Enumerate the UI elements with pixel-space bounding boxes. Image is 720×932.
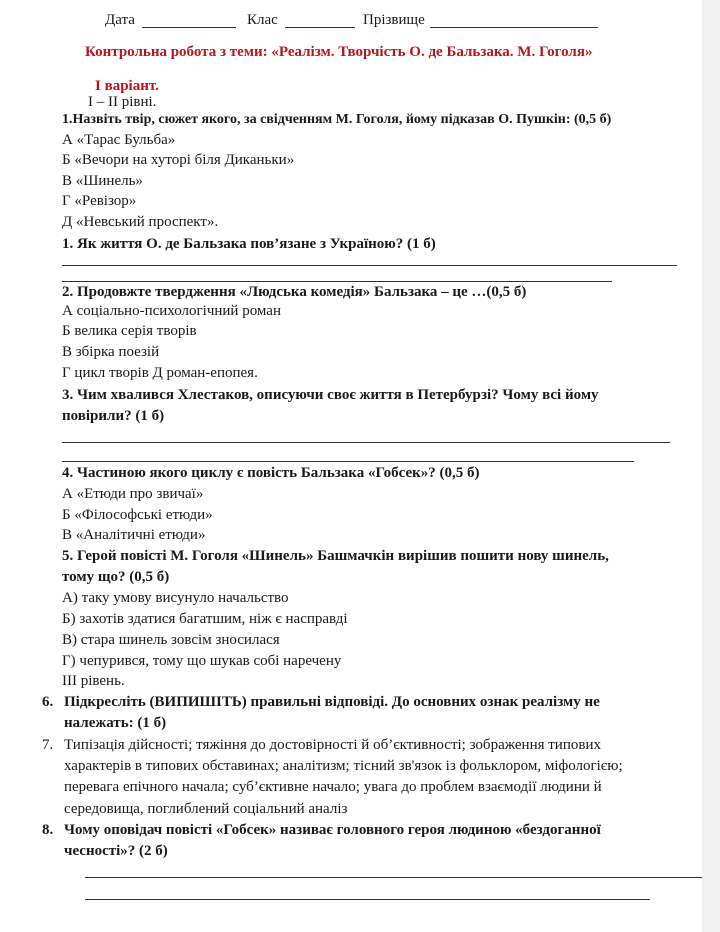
q2-option: А соціально-психологічний роман — [62, 303, 281, 319]
q2-option: Г цикл творів Д роман-епопея. — [62, 365, 258, 381]
answer-line[interactable] — [85, 877, 702, 878]
q1-option: А «Тарас Бульба» — [62, 132, 176, 148]
q5-option: В) стара шинель зовсім зносилася — [62, 632, 280, 648]
q2-option: Б велика серія творів — [62, 323, 197, 339]
question-3-cont: повірили? (1 б) — [62, 408, 165, 424]
date-label: Дата — [105, 12, 135, 28]
question-1: 1.Назвіть твір, сюжет якого, за свідченням М. Гоголя, йому підказав О. Пушкін: (0,5 б) — [62, 112, 612, 127]
q1-option: Б «Вечори на хуторі біля Диканьки» — [62, 152, 295, 168]
date-blank[interactable] — [142, 27, 236, 28]
question-4: 4. Частиною якого циклу є повість Бальзака «Гобсек»? (0,5 б) — [62, 465, 480, 481]
q8-number: 8. — [42, 822, 54, 838]
q7-line: середовища, поглиблений соціальний аналіз — [64, 801, 348, 817]
answer-line[interactable] — [85, 899, 650, 900]
q7-line: перевага епічного начала; суб’єктивне начало; увага до проблем взаємодії людини й — [64, 779, 602, 795]
answer-line[interactable] — [62, 265, 677, 266]
question-2: 2. Продовжте твердження «Людська комедія» Бальзака – це …(0,5 б) — [62, 284, 527, 300]
question-3: 3. Чим хвалився Хлестаков, описуючи своє життя в Петербурзі? Чому всі йому — [62, 387, 599, 403]
q1-option: Д «Невський проспект». — [62, 214, 219, 230]
test-title: Контрольна робота з теми: «Реалізм. Творчість О. де Бальзака. М. Гоголя» — [85, 44, 593, 60]
variant-heading: І варіант. — [95, 78, 159, 94]
q7-number: 7. — [42, 737, 54, 753]
answer-line[interactable] — [62, 281, 612, 282]
question-6: Підкресліть (ВИПИШІТЬ) правильні відповіді. До основних ознак реалізму не — [64, 694, 600, 710]
question-6-cont: належать: (1 б) — [64, 715, 167, 731]
question-5-cont: тому що? (0,5 б) — [62, 569, 170, 585]
q4-option: Б «Філософські етюди» — [62, 507, 213, 523]
answer-line[interactable] — [62, 442, 670, 443]
q7-line: Типізація дійсності; тяжіння до достовірності й об’єктивності; зображення типових — [64, 737, 601, 753]
question-5: 5. Герой повісті М. Гоголя «Шинель» Башмачкін вирішив пошити нову шинель, — [62, 548, 609, 564]
q5-option: Б) захотів здатися багатшим, ніж є насправді — [62, 611, 348, 627]
levels-heading: І – ІІ рівні. — [88, 94, 157, 110]
q7-line: характерів в типових обставинах; аналітизм; тісний зв'язок із фольклором, міфологією; — [64, 758, 623, 774]
surname-blank[interactable] — [430, 27, 598, 28]
question-1b: 1. Як життя О. де Бальзака пов’язане з Україною? (1 б) — [62, 236, 436, 252]
q5-option: А) таку умову висунуло начальство — [62, 590, 289, 606]
q1-option: Г «Ревізор» — [62, 193, 137, 209]
q5-option: Г) чепурився, тому що шукав собі наречену — [62, 653, 342, 669]
q4-option: А «Етюди про звичаї» — [62, 486, 204, 502]
question-8-cont: чесності»? (2 б) — [64, 843, 168, 859]
class-label: Клас — [247, 12, 278, 28]
q4-option: В «Аналітичні етюди» — [62, 527, 206, 543]
question-8: Чому оповідач повісті «Гобсек» називає головного героя людиною «бездоганної — [64, 822, 601, 838]
q1-option: В «Шинель» — [62, 173, 143, 189]
answer-line[interactable] — [62, 461, 634, 462]
q6-number: 6. — [42, 694, 54, 710]
page-edge — [702, 0, 720, 932]
level-3-heading: ІІІ рівень. — [62, 673, 125, 689]
surname-label: Прізвище — [363, 12, 425, 28]
q2-option: В збірка поезій — [62, 344, 160, 360]
class-blank[interactable] — [285, 27, 355, 28]
